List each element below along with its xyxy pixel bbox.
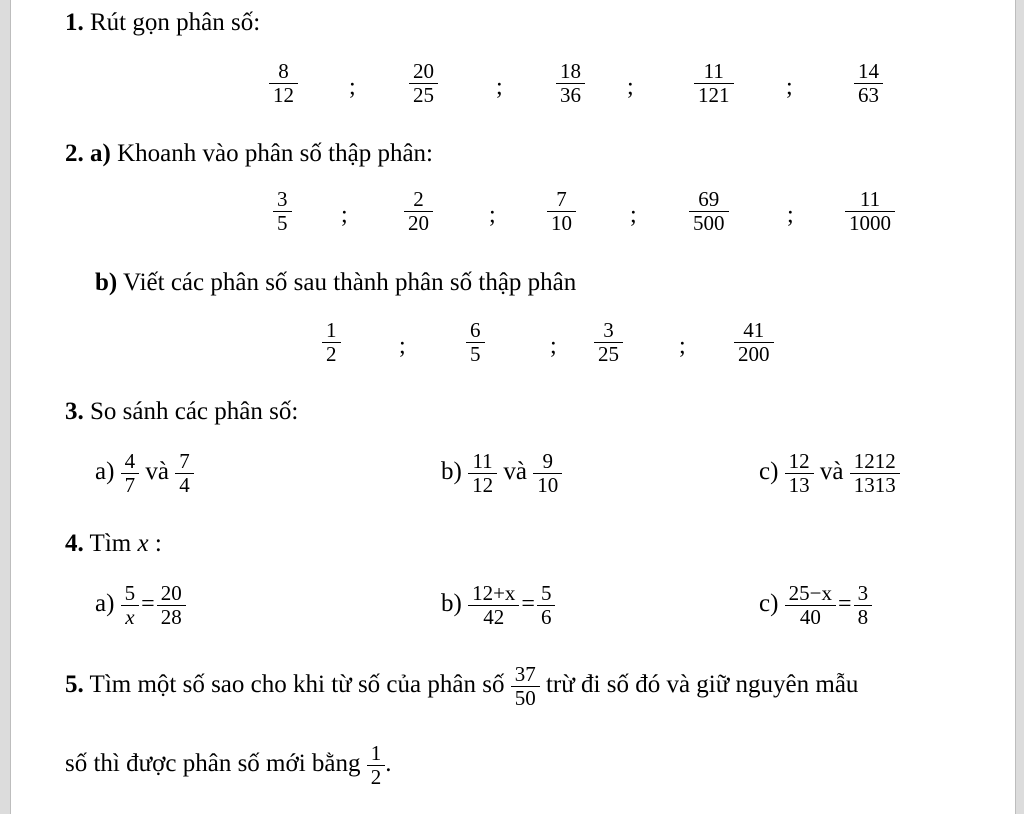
q4-item-b: [441, 582, 555, 629]
q1-fraction: [694, 60, 734, 107]
fraction: [121, 582, 140, 629]
and-word: và: [145, 458, 170, 486]
denominator: 63: [858, 83, 879, 107]
numerator: 11: [468, 450, 497, 474]
q2a-heading: [65, 139, 433, 169]
denominator: 1313: [853, 473, 896, 497]
denominator: 25: [413, 83, 434, 107]
q2a-fraction: [845, 188, 895, 235]
numerator: 8: [269, 60, 298, 84]
numerator: 3: [273, 188, 292, 212]
denominator: 12: [472, 473, 494, 497]
fraction: [850, 450, 900, 497]
denominator: 200: [738, 342, 770, 366]
q2b-fraction: [466, 319, 485, 366]
item-label: a): [95, 458, 115, 486]
worksheet-page: [10, 0, 1016, 814]
denominator: 42: [483, 605, 505, 629]
fraction: [785, 450, 814, 497]
q1-fraction: [269, 60, 298, 107]
separator: ;: [786, 74, 793, 100]
separator: ;: [341, 202, 348, 228]
denominator: 20: [408, 211, 429, 235]
q4-item-c: [759, 582, 872, 629]
q2a-fraction: [404, 188, 433, 235]
denominator: x: [125, 605, 135, 629]
denominator: 500: [693, 211, 725, 235]
numerator: 69: [689, 188, 729, 212]
q2b-text: Viết các phân số sau thành phân số thập phân: [117, 269, 577, 296]
numerator: 1: [367, 742, 386, 766]
fraction: [468, 450, 497, 497]
fraction: [175, 450, 194, 497]
q3-heading: [65, 397, 298, 427]
q2b-fraction: [594, 319, 623, 366]
denominator: 6: [540, 605, 552, 629]
q5-text-2: trừ đi số đó và giữ nguyên mẫu: [539, 671, 859, 699]
q2-number: 2.: [65, 140, 84, 167]
separator: ;: [399, 333, 406, 359]
q1-fraction: [854, 60, 883, 107]
q2a-text: Khoanh vào phân số thập phân:: [110, 140, 433, 167]
fraction: [367, 742, 386, 789]
item-label: b): [441, 458, 462, 486]
q5-line-2: [65, 742, 392, 789]
denominator: 40: [799, 605, 821, 629]
item-label: b): [441, 590, 462, 618]
equals-sign: =: [838, 591, 852, 618]
numerator: 11: [845, 188, 895, 212]
numerator: 18: [556, 60, 585, 84]
q4-colon: :: [148, 530, 162, 557]
denominator: 2: [326, 342, 337, 366]
fraction: [533, 450, 562, 497]
fraction: [854, 582, 873, 629]
equals-sign: =: [521, 591, 535, 618]
q1-text: Rút gọn phân số:: [83, 9, 261, 36]
numerator: 20: [409, 60, 438, 84]
numerator: 14: [854, 60, 883, 84]
separator: ;: [627, 74, 634, 100]
item-label: c): [759, 590, 779, 618]
denominator: 13: [788, 473, 810, 497]
denominator: 36: [560, 83, 581, 107]
numerator: 5: [537, 582, 556, 606]
q3-item-a: [95, 450, 194, 497]
separator: ;: [679, 333, 686, 359]
numerator: 12: [785, 450, 814, 474]
denominator: 5: [470, 342, 481, 366]
numerator: 20: [157, 582, 186, 606]
q2b-label: b): [95, 269, 118, 296]
denominator: 10: [551, 211, 572, 235]
separator: ;: [489, 202, 496, 228]
numerator: 9: [533, 450, 562, 474]
numerator: 3: [854, 582, 873, 606]
equals-sign: =: [141, 591, 155, 618]
item-label: a): [95, 590, 115, 618]
q5-text-4: .: [385, 750, 392, 778]
denominator: 121: [698, 83, 730, 107]
denominator: 50: [514, 686, 536, 710]
denominator: 2: [370, 765, 382, 789]
denominator: 8: [857, 605, 869, 629]
q1-heading: [65, 8, 260, 38]
separator: ;: [787, 202, 794, 228]
q2a-label: a): [90, 140, 111, 167]
numerator: 37: [511, 663, 540, 687]
denominator: 10: [537, 473, 559, 497]
numerator: 25−x: [785, 582, 836, 606]
fraction: [785, 582, 836, 629]
separator: ;: [630, 202, 637, 228]
q4-item-a: [95, 582, 186, 629]
q3-text: So sánh các phân số:: [83, 398, 299, 425]
q2b-heading: [95, 268, 576, 298]
q5-line-1: [65, 663, 858, 710]
denominator: 25: [598, 342, 619, 366]
q4-number: 4.: [65, 530, 84, 557]
fraction: [157, 582, 186, 629]
fraction: [511, 663, 540, 710]
fraction: [468, 582, 519, 629]
q3-item-c: [759, 450, 900, 497]
denominator: 5: [277, 211, 288, 235]
q2b-fraction: [734, 319, 774, 366]
q4-heading: [65, 529, 162, 559]
q1-fraction: [556, 60, 585, 107]
numerator: 5: [121, 582, 140, 606]
numerator: 6: [466, 319, 485, 343]
q3-item-b: [441, 450, 562, 497]
q5-text-3: số thì được phân số mới bằng: [65, 750, 367, 778]
numerator: 41: [734, 319, 774, 343]
separator: ;: [496, 74, 503, 100]
q2a-fraction: [547, 188, 576, 235]
numerator: 11: [694, 60, 734, 84]
fraction: [537, 582, 556, 629]
q2a-fraction: [273, 188, 292, 235]
denominator: 4: [179, 473, 190, 497]
numerator: 7: [175, 450, 194, 474]
q5-number: 5.: [65, 671, 84, 699]
numerator: 3: [594, 319, 623, 343]
numerator: 1: [322, 319, 341, 343]
q2b-fraction: [322, 319, 341, 366]
numerator: 7: [547, 188, 576, 212]
denominator: 7: [124, 473, 136, 497]
q1-number: 1.: [65, 9, 84, 36]
q3-number: 3.: [65, 398, 84, 425]
numerator: 2: [404, 188, 433, 212]
denominator: 28: [160, 605, 182, 629]
fraction: [121, 450, 140, 497]
separator: ;: [349, 74, 356, 100]
numerator: 12+x: [468, 582, 519, 606]
and-word: và: [503, 458, 527, 486]
q1-fraction: [409, 60, 438, 107]
denominator: 12: [273, 83, 294, 107]
item-label: c): [759, 458, 779, 486]
separator: ;: [550, 333, 557, 359]
q2a-fraction: [689, 188, 729, 235]
q5-text-1: Tìm một số sao cho khi từ số của phân số: [83, 671, 511, 699]
and-word: và: [819, 458, 844, 486]
q4-text: Tìm: [83, 530, 138, 557]
q4-variable: x: [137, 530, 149, 557]
denominator: 1000: [849, 211, 891, 235]
numerator: 4: [121, 450, 140, 474]
numerator: 1212: [850, 450, 900, 474]
